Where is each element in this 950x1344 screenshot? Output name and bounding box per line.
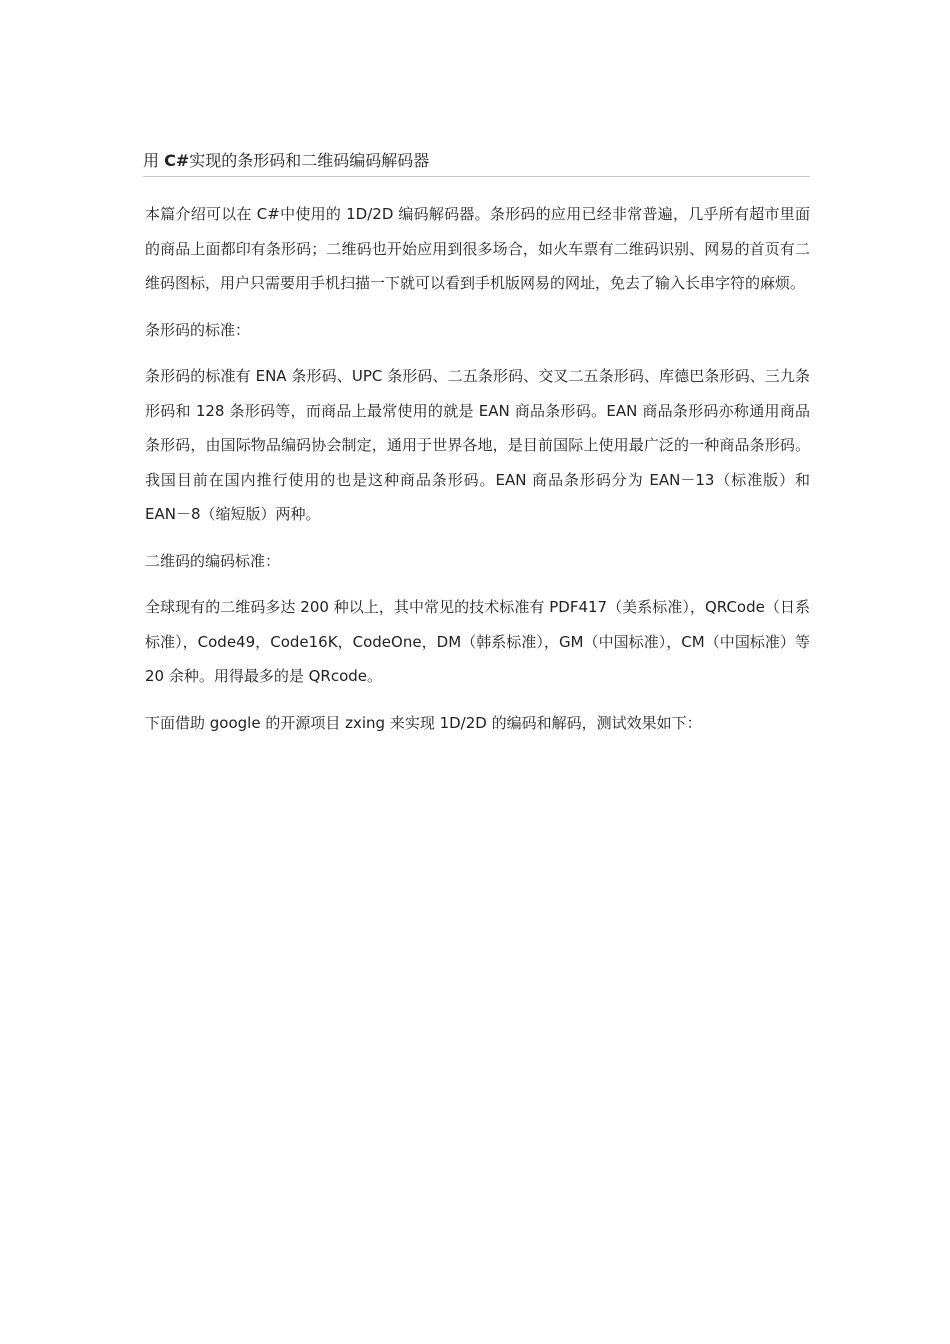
barcode-standard-paragraph: 条形码的标准有 ENA 条形码、UPC 条形码、二五条形码、交叉二五条形码、库德巴条形码、三九条形码和 128 条形码等，而商品上最常使用的就是 EAN 商品条形码。EAN 商品条形码亦称通用商品条形码，由国际物品编码协会制定，通用于世界各地，是目前国际上使用最广泛的一种商品条形码。我国目前在国内推行使用的也是这种商品条形码。EAN 商品条形码分为 EAN－13（标准版）和 EAN－8（缩短版）两种。 [145,367,810,523]
title-emphasis: C# [164,151,190,170]
zxing-intro-paragraph: 下面借助 google 的开源项目 zxing 来实现 1D/2D 的编码和解码，测试效果如下： [145,713,702,732]
qrcode-standard-heading: 二维码的编码标准： [145,551,281,570]
title-suffix: 实现的条形码和二维码编码解码器 [189,151,430,170]
title-prefix: 用 [143,151,165,170]
qrcode-standard-paragraph: 全球现有的二维码多达 200 种以上，其中常见的技术标准有 PDF417（美系标准），QRCode（日系标准），Code49，Code16K，CodeOne，DM（韩系标准），GM（中国标准），CM（中国标准）等 20 余种。用得最多的是 QRcode。 [145,598,810,685]
article-title [143,150,810,177]
intro-paragraph: 本篇介绍可以在 C#中使用的 1D/2D 编码解码器。条形码的应用已经非常普遍，几乎所有超市里面的商品上面都印有条形码；二维码也开始应用到很多场合，如火车票有二维码识别、网易的首页有二维码图标，用户只需要用手机扫描一下就可以看到手机版网易的网址，免去了输入长串字符的麻烦。 [145,205,810,292]
article-body [145,197,810,752]
barcode-standard-heading: 条形码的标准： [145,320,251,339]
